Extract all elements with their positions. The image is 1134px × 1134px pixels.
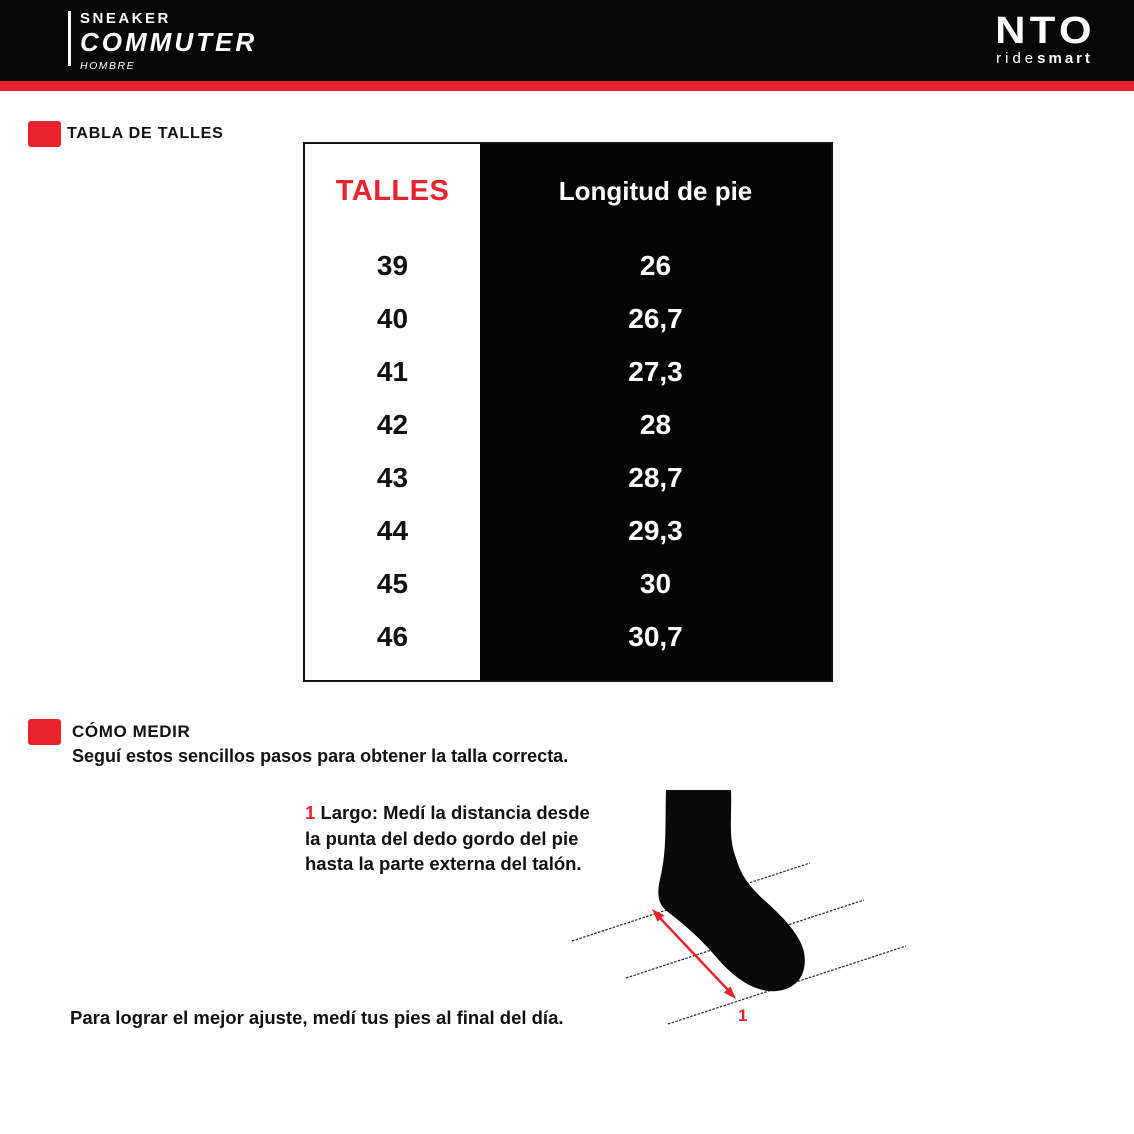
size-table-section-title: TABLA DE TALLES	[67, 125, 224, 142]
section-marker-icon	[28, 121, 61, 147]
size-cell: 46	[376, 620, 409, 652]
length-cell: 29,3	[628, 514, 683, 546]
step-1-line: hasta la parte externa del talón.	[305, 853, 582, 874]
brand-logo-text: NTO	[995, 10, 1096, 52]
title-divider-rule	[68, 11, 71, 66]
measure-arrow-label: 1	[738, 1006, 748, 1025]
brand-tagline-bold: smart	[1037, 50, 1093, 67]
step-1-number: 1	[305, 802, 316, 823]
size-table	[303, 142, 833, 682]
brand-logo-tagline	[996, 51, 1093, 67]
product-model: COMMUTER	[80, 27, 258, 57]
length-cell: 28	[639, 408, 672, 440]
sizes-column-header: TALLES	[335, 175, 450, 207]
length-cell: 26,7	[628, 302, 683, 334]
size-cell: 42	[376, 408, 409, 440]
product-category: SNEAKER	[80, 10, 171, 27]
length-cell: 28,7	[628, 461, 683, 493]
header-bar	[0, 0, 1134, 81]
size-table-lengths-column	[480, 144, 831, 680]
length-cell: 30	[639, 567, 672, 599]
size-cell: 39	[376, 249, 409, 281]
length-cell: 30,7	[628, 620, 683, 652]
how-to-measure-subtitle: Seguí estos sencillos pasos para obtener la talla correcta.	[72, 746, 569, 766]
how-to-measure-title: CÓMO MEDIR	[72, 722, 191, 741]
fit-tip-note: Para lograr el mejor ajuste, medí tus pies al final del día.	[70, 1007, 564, 1028]
step-1-text: Largo: Medí la distancia desde	[320, 802, 590, 823]
foot-measure-illustration	[555, 775, 1025, 1045]
brand-tagline-light: ride	[996, 50, 1038, 67]
accent-stripe	[0, 81, 1134, 91]
length-cell: 27,3	[628, 355, 683, 387]
size-cell: 45	[376, 567, 409, 599]
lengths-column-header: Longitud de pie	[558, 176, 753, 206]
step-1-line: la punta del dedo gordo del pie	[305, 827, 579, 849]
brand-logo	[995, 10, 1096, 67]
size-cell: 43	[376, 461, 409, 493]
size-cell: 41	[376, 355, 409, 387]
product-audience: HOMBRE	[80, 60, 136, 72]
size-cell: 44	[376, 514, 409, 546]
size-table-sizes-column	[305, 144, 480, 680]
length-cell: 26	[639, 249, 672, 281]
section-marker-icon	[28, 719, 61, 745]
size-cell: 40	[376, 302, 409, 334]
product-title-block	[80, 10, 257, 72]
foot-silhouette	[658, 790, 805, 991]
